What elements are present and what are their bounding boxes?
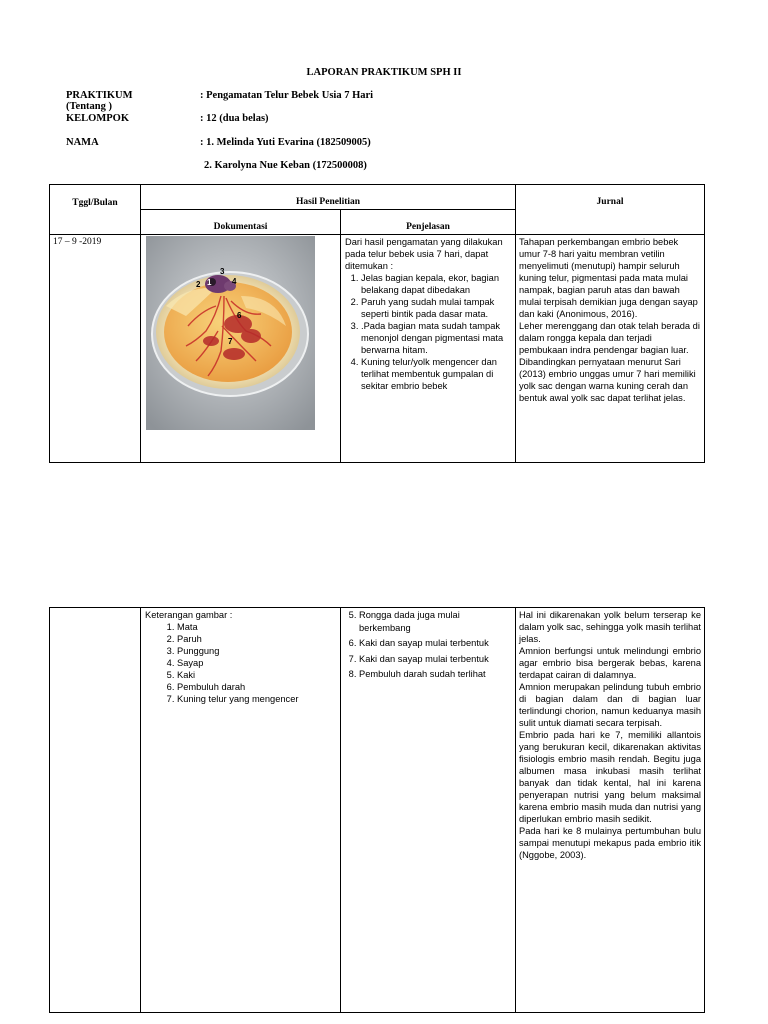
col-header-jurnal: Jurnal (516, 185, 705, 235)
kelompok-label: KELOMPOK (66, 113, 129, 124)
nama-label: NAMA (66, 137, 99, 148)
jurnal-paragraph: Tahapan perkembangan embrio bebek umur 7-8 hari yaitu membran vetilin menyelimuti (menutupi) hampir seluruh kuning telur, pigmentasi pada mata mulai nampak, bagian paruh atas dan bawah mulai terpisah demikian juga dengan sayap dan kaki (Anonimous, 2016). (519, 237, 698, 319)
list-item: 7. Kuning telur yang mengencer (177, 693, 337, 705)
list-item: 1. Mata (177, 621, 337, 633)
list-item: 7. Kaki dan sayap mulai terbentuk (359, 653, 513, 666)
jurnal-paragraph: Amnion merupakan pelindung tubuh embrio di bagian dalam dan di bagian luar terlindungi chorion, namun keduanya masih sulit untuk diamati secara terpisah. (519, 682, 701, 728)
penjelasan-list (345, 272, 513, 392)
jurnal-cell-2 (516, 608, 705, 1013)
praktikum-value: : Pengamatan Telur Bebek Usia 7 Hari (200, 90, 374, 101)
photo-label-7: 7 (228, 337, 233, 346)
kelompok-value: : 12 (dua belas) (200, 113, 269, 124)
jurnal-paragraph: Pada hari ke 8 mulainya pertumbuhan bulu sampai menutupi mekapus pada embrio itik (Nggobe, 2003). (519, 826, 701, 860)
penjelasan-list-2 (345, 609, 513, 681)
jurnal-paragraph: Embrio pada hari ke 7, memiliki allantois yang berukuran kecil, dikarenakan aktivitas fisiologis embrio masih rendah. Begitu juga albumen masa inkubasi masih terlihat banyak dan tidak kental, hal ini karena penyerapan nutrisi yang belum maksimal karena embrio masih muda dan nutrisi yang diperlukan embrio masih sedikit. (519, 730, 701, 824)
list-item: 4. Kuning telur/yolk mengencer dan terlihat membentuk gumpalan di sekitar embrio bebek (361, 356, 513, 392)
list-item: 8. Pembuluh darah sudah terlihat (359, 668, 513, 681)
keterangan-title: Keterangan gambar : (145, 610, 233, 620)
photo-label-3: 3 (220, 267, 225, 276)
page-title: LAPORAN PRAKTIKUM SPH II (306, 67, 462, 78)
col-header-hasil: Hasil Penelitian (141, 185, 516, 210)
jurnal-paragraph: Amnion berfungsi untuk melindungi embrio agar embrio bisa bergerak bebas, karena terdapat cairan di dalamnya. (519, 646, 701, 680)
date-cell: 17 – 9 -2019 (50, 235, 141, 463)
jurnal-paragraph: Leher merenggang dan otak telah berada di dalam rongga kepala dan terjadi pembukaan indra pendengar bagian luar. (519, 321, 700, 355)
nama-value-1: : 1. Melinda Yuti Evarina (182509005) (200, 137, 371, 148)
penjelasan-intro: Dari hasil pengamatan yang dilakukan pada telur bebek usia 7 hari, dapat ditemukan : (345, 237, 503, 271)
photo-label-2: 2 (196, 280, 201, 289)
dokumentasi-cell (141, 235, 341, 463)
date-cell-empty (50, 608, 141, 1013)
jurnal-paragraph: Dibandingkan pernyataan menurut Sari (2013) embrio unggas umur 7 hari memiliki yolk sac dengan warna kuning cerah dan bentuk awal yolk sac dapat terlihat jelas. (519, 357, 696, 403)
list-item: 3. Punggung (177, 645, 337, 657)
jurnal-cell (516, 235, 705, 463)
col-header-tggl: Tggl/Bulan (50, 185, 141, 235)
list-item: 4. Sayap (177, 657, 337, 669)
subheader-dokumentasi: Dokumentasi (141, 210, 341, 235)
photo-label-1: 1 (207, 278, 212, 287)
results-table-1 (49, 184, 705, 463)
praktikum-label: PRAKTIKUM (Tentang ) (66, 90, 133, 112)
photo-label-4: 4 (232, 277, 237, 286)
keterangan-list (145, 621, 337, 705)
penjelasan-cell (341, 235, 516, 463)
photo-label-6: 6 (237, 311, 242, 320)
list-item: 6. Pembuluh darah (177, 681, 337, 693)
results-table-2 (49, 607, 705, 1013)
list-item: 2. Paruh (177, 633, 337, 645)
list-item: 5. Rongga dada juga mulai berkembang (359, 609, 513, 634)
list-item: 1. Jelas bagian kepala, ekor, bagian belakang dapat dibedakan (361, 272, 513, 296)
list-item: 5. Kaki (177, 669, 337, 681)
list-item: 2. Paruh yang sudah mulai tampak seperti bintik pada dasar mata. (361, 296, 513, 320)
list-item: 6. Kaki dan sayap mulai terbentuk (359, 637, 513, 650)
keterangan-cell (141, 608, 341, 1013)
penjelasan-cell-2 (341, 608, 516, 1013)
subheader-penjelasan: Penjelasan (341, 210, 516, 235)
nama-value-2: 2. Karolyna Nue Keban (172500008) (204, 160, 367, 171)
list-item: 3. .Pada bagian mata sudah tampak menonjol dengan pigmentasi mata berwarna hitam. (361, 320, 513, 356)
jurnal-paragraph: Hal ini dikarenakan yolk belum terserap ke dalam yolk sac, sehingga yolk masih terlihat jelas. (519, 610, 701, 644)
duck-egg-embryo-photo (146, 236, 315, 430)
